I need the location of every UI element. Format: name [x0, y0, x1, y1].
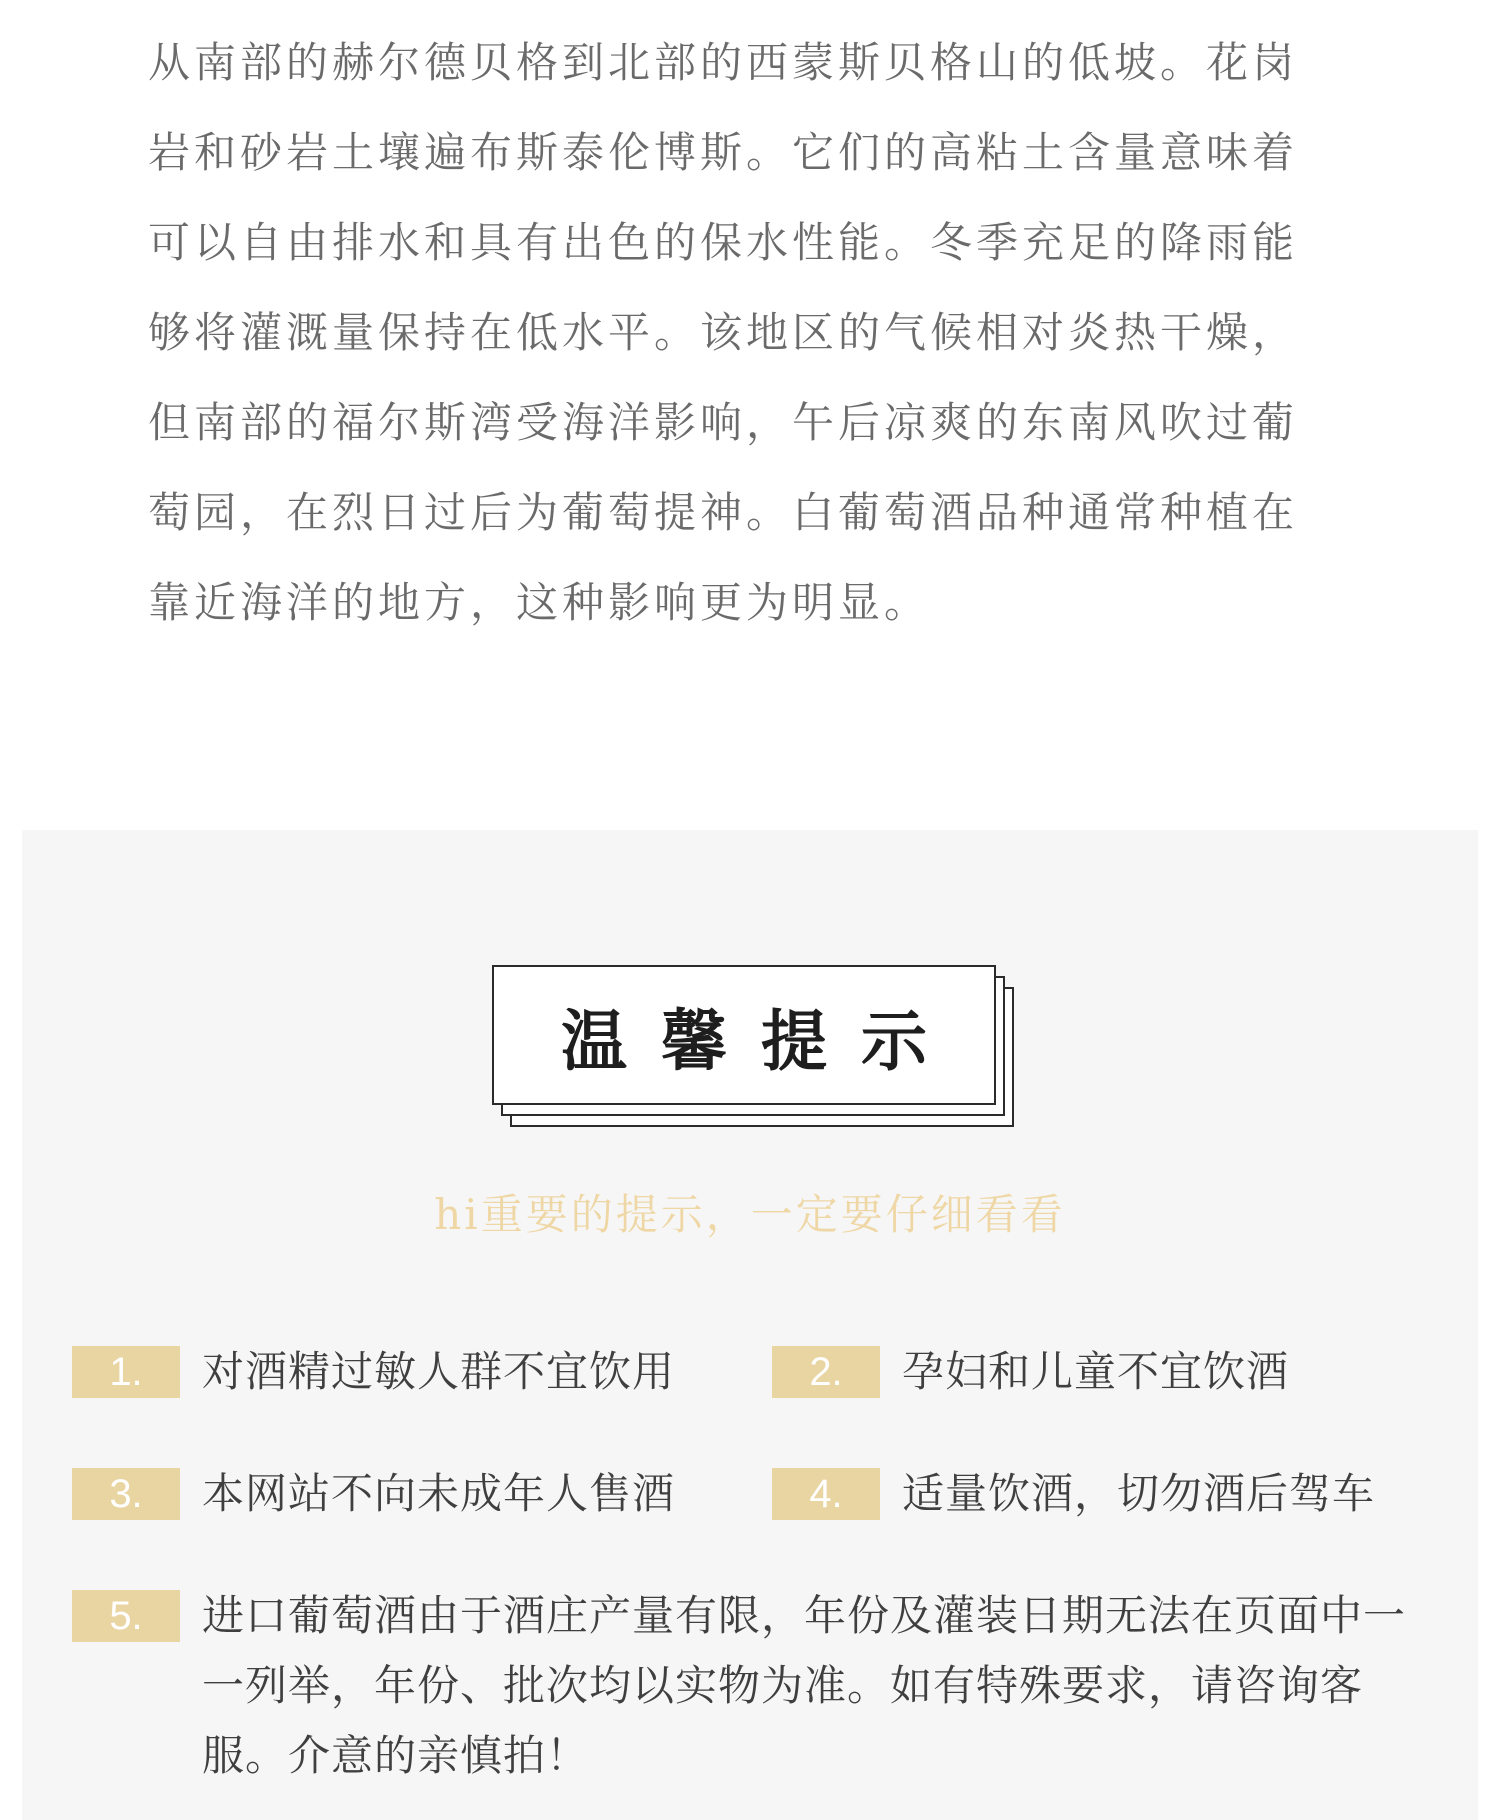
intro-line: 从南部的赫尔德贝格到北部的西蒙斯贝格山的低坡。花岗	[148, 38, 1299, 87]
tip-item-2	[772, 1346, 1289, 1407]
tip-number-badge: 2.	[772, 1346, 880, 1398]
intro-paragraph	[148, 18, 1368, 648]
tip-text: 对酒精过敏人群不宜饮用	[202, 1347, 676, 1396]
tips-title: 温馨提示	[561, 1001, 961, 1080]
tip-text: 进口葡萄酒由于酒庄产量有限，年份及灌装日期无法在页面中一一列举，年份、批次均以实物为准。如有特殊要求，请咨询客服。介意的亲慎拍！	[202, 1591, 1407, 1780]
tip-item-5	[72, 1590, 1442, 1791]
tip-text: 本网站不向未成年人售酒	[202, 1469, 676, 1518]
tips-panel	[22, 830, 1478, 1820]
tip-text: 孕妇和儿童不宜饮酒	[902, 1347, 1290, 1396]
intro-line: 岩和砂岩土壤遍布斯泰伦博斯。它们的高粘土含量意味着	[148, 128, 1299, 177]
tip-item-1	[72, 1346, 675, 1407]
tip-number-badge: 5.	[72, 1590, 180, 1642]
intro-line: 但南部的福尔斯湾受海洋影响，午后凉爽的东南风吹过葡	[148, 398, 1299, 447]
tip-text: 适量饮酒，切勿酒后驾车	[902, 1469, 1376, 1518]
tip-number-badge: 1.	[72, 1346, 180, 1398]
tips-title-box	[492, 965, 996, 1105]
tip-item-3	[72, 1468, 675, 1529]
tips-title-frame	[492, 965, 1032, 1135]
tip-number-badge: 4.	[772, 1468, 880, 1520]
tip-item-4	[772, 1468, 1375, 1529]
tip-number-badge: 3.	[72, 1468, 180, 1520]
intro-line: 靠近海洋的地方，这种影响更为明显。	[148, 578, 931, 627]
intro-line: 可以自由排水和具有出色的保水性能。冬季充足的降雨能	[148, 218, 1299, 267]
intro-line: 够将灌溉量保持在低水平。该地区的气候相对炎热干燥，	[148, 308, 1299, 357]
tips-subtitle: hi重要的提示，一定要仔细看看	[434, 1190, 1066, 1239]
intro-line: 萄园，在烈日过后为葡萄提神。白葡萄酒品种通常种植在	[148, 488, 1299, 537]
